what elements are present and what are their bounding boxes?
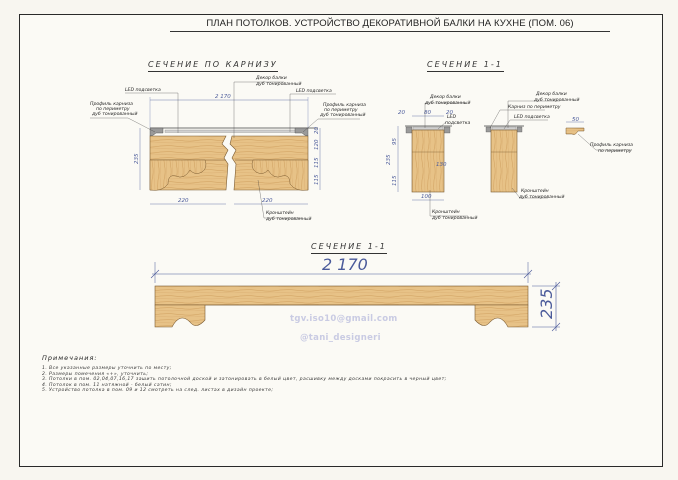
cornice-led-strip — [165, 130, 305, 133]
cornice-label-profile-left-2: по периметру — [96, 107, 130, 112]
cornice-label-led-right: LED подсветка — [296, 89, 332, 94]
cornice-dim-height: 235 — [134, 153, 140, 164]
watermark-email: tgv.iso10@gmail.com — [290, 314, 398, 324]
cornice-dim-right-base: 220 — [262, 198, 273, 204]
section-label-bracket-2: дуб тонированный — [432, 216, 478, 221]
section-profile-right — [444, 127, 450, 133]
cornice-dim-r4: 20 — [314, 127, 320, 134]
cornice-label-bracket-2: дуб тонированный — [266, 217, 312, 222]
section-label-decor-r1: Декор балки — [536, 92, 567, 97]
bottom-dim-length: 2 170 — [322, 255, 368, 274]
cornice-label-profile-left-3: дуб тонированный — [92, 112, 138, 117]
section-label-profile-small-2: по периметру — [598, 149, 632, 154]
cornice-label-decor-2: дуб тонированный — [256, 82, 302, 87]
cornice-dim-left-base: 220 — [178, 198, 189, 204]
cornice-label-profile-right-1: Профиль карниза — [323, 103, 366, 108]
notes-item: 4. Потолок в пом. 11 натяжной - белый сатин; — [42, 382, 172, 388]
section-bottom-title: СЕЧЕНИЕ 1-1 — [311, 242, 387, 251]
section-label-led-1: LED — [447, 115, 456, 120]
section-label-bracket-1: Кронштейн — [432, 210, 460, 215]
section-label-profile-r: Карниз по периметру — [508, 105, 561, 110]
cornice-dim-r3: 115 — [314, 174, 320, 185]
section-label-bracket-r1: Кронштейн — [521, 189, 549, 194]
section-profile-left — [406, 127, 412, 133]
section-label-decor-2: дуб тонированный — [425, 101, 471, 106]
notes-list — [42, 366, 447, 394]
bottom-dim-height: 235 — [537, 288, 556, 319]
section-label-decor-r2: дуб тонированный — [534, 98, 580, 103]
section-small-profile — [566, 128, 584, 135]
notes-item: 2. Размеры помечения «+», уточнить; — [42, 371, 149, 377]
cornice-label-bracket-1: Кронштейн — [266, 211, 294, 216]
section-dim-right: 130 — [436, 162, 447, 168]
section-dim-bottom: 100 — [421, 194, 432, 200]
section-dim-top-c: 20 — [446, 110, 453, 116]
cornice-profile-left — [150, 128, 163, 136]
section-dim-top-b: 80 — [424, 110, 431, 116]
notes-item: 3. Потолки в пом. 02,04,07,16,17 зашить потолочной доской и затонировать в белый цвет, расшивку между досками покрасить в черный цвет; — [42, 377, 447, 383]
watermark-instagram: @tani_designeri — [300, 333, 381, 343]
cornice-dim-r2: 115 — [314, 157, 320, 168]
section-dim-left-a: 95 — [392, 138, 398, 145]
section-label-bracket-r2: дуб тонированный — [519, 195, 565, 200]
cornice-section-drawing — [90, 75, 366, 222]
section-beam-left — [412, 130, 444, 192]
notes-item: 5. Устройство потолка в пом. 09 и 12 смотреть на след. листах в дизайн проекте; — [42, 388, 274, 394]
cornice-dim-total: 2 170 — [215, 94, 231, 100]
bottom-beam-top — [155, 286, 528, 305]
section-label-profile-small-1: Профиль карниза — [590, 143, 633, 148]
section-dim-left-b: 235 — [386, 154, 392, 165]
section-dim-top-a: 20 — [398, 110, 405, 116]
cornice-section-title: СЕЧЕНИЕ ПО КАРНИЗУ — [148, 60, 278, 69]
section-dim-left-c: 115 — [392, 175, 398, 186]
cornice-label-led: LED подсветка — [125, 88, 161, 93]
cornice-label-profile-right-3: дуб тонированный — [320, 113, 366, 118]
cornice-label-profile-right-2: по периметру — [324, 108, 358, 113]
notes-item: 1. Все указанные размеры уточнить по месту; — [42, 366, 172, 371]
section-beam-right — [491, 130, 517, 192]
notes-title: Примечания: — [42, 354, 98, 362]
section-label-decor-1: Декор балки — [430, 95, 461, 100]
section-label-led-2: подсветка — [445, 121, 471, 126]
section-label-led-r: LED подсветка — [514, 115, 550, 120]
section-dim-small: 50 — [572, 117, 579, 123]
section-top-drawing — [386, 91, 633, 221]
cornice-dim-r1: 120 — [314, 139, 320, 150]
cornice-label-decor-1: Декор балки — [256, 76, 287, 81]
section-top-title: СЕЧЕНИЕ 1-1 — [427, 60, 503, 69]
cornice-label-profile-left-1: Профиль карниза — [90, 102, 133, 107]
sheet-title: ПЛАН ПОТОЛКОВ. УСТРОЙСТВО ДЕКОРАТИВНОЙ БАЛКИ НА КУХНЕ (ПОМ. 06) — [206, 18, 574, 29]
